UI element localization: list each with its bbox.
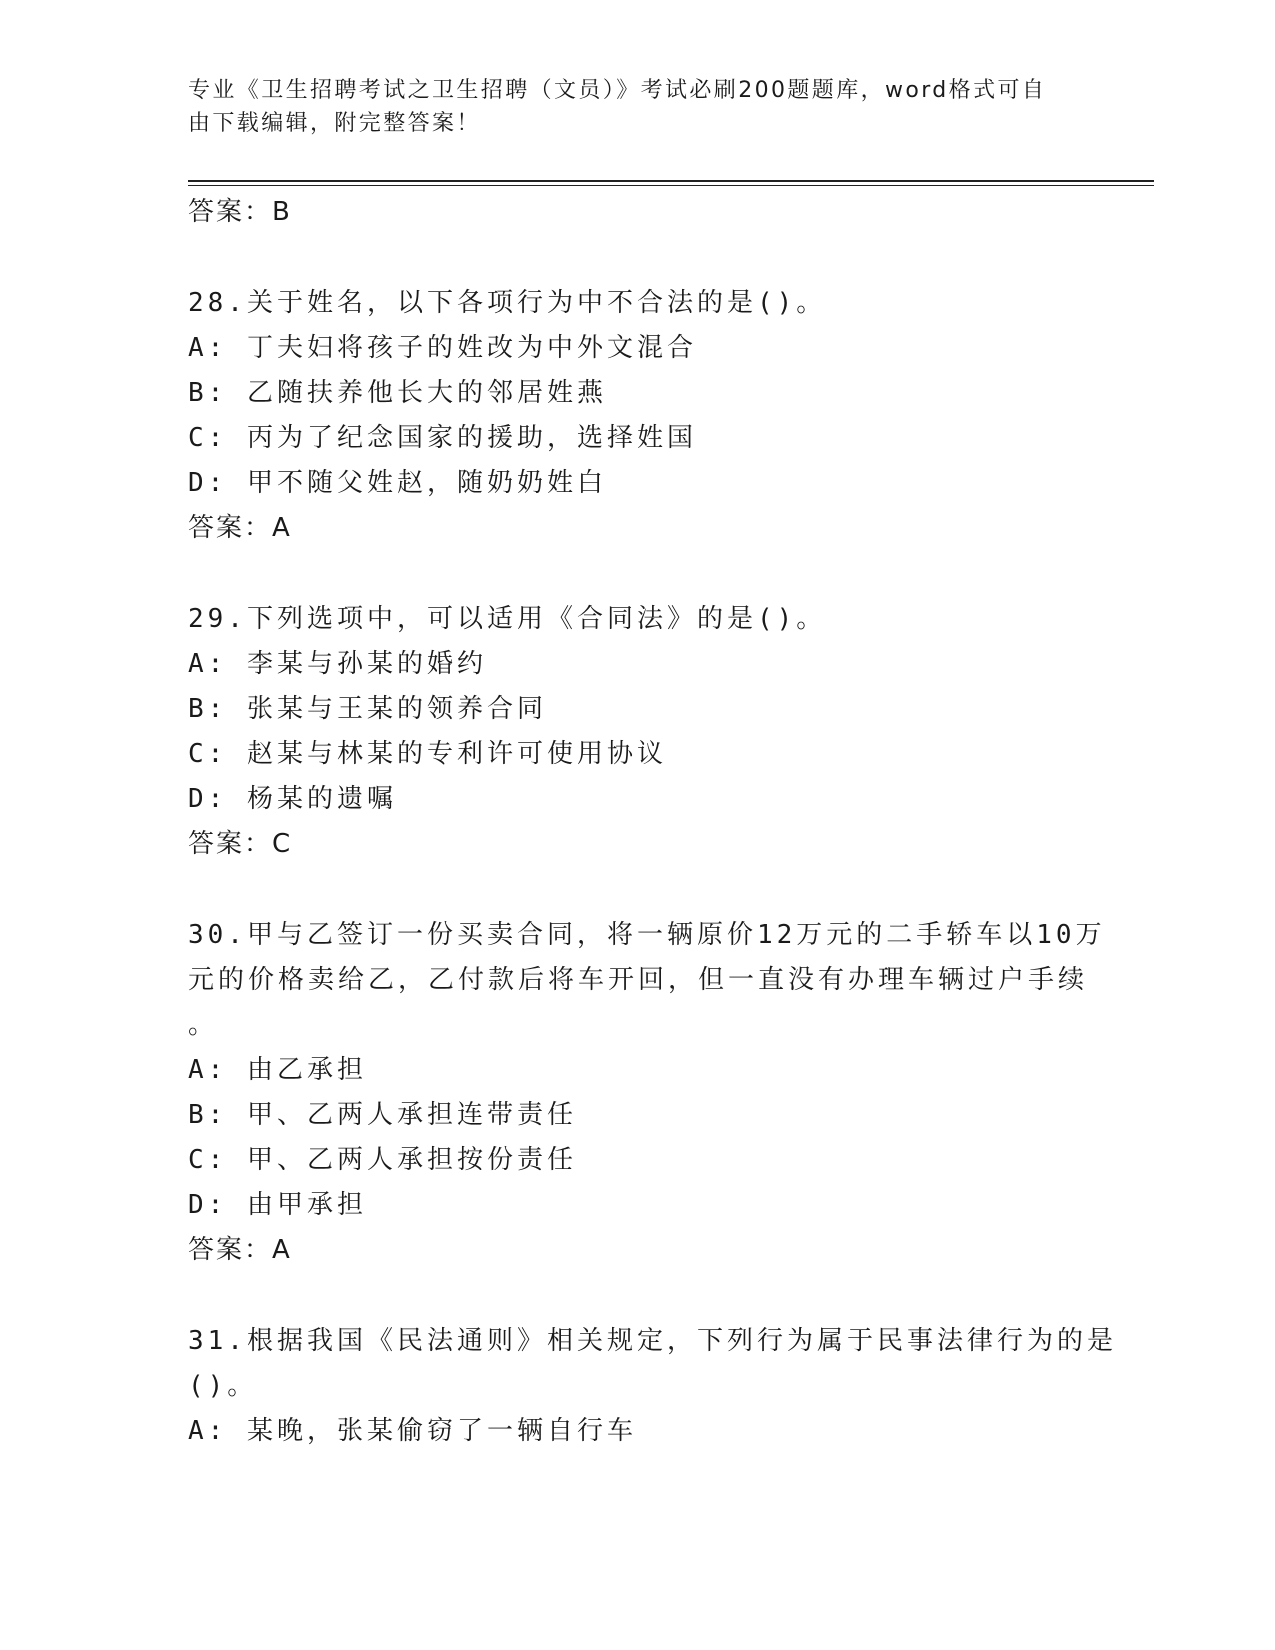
option-b: B: 乙随扶养他长大的邻居姓燕 bbox=[188, 378, 607, 408]
question-stem: 28.关于姓名，以下各项行为中不合法的是()。 bbox=[188, 288, 827, 318]
question-list bbox=[188, 190, 1117, 1454]
answer: 答案：C bbox=[188, 829, 293, 859]
question-28 bbox=[188, 281, 1088, 551]
question-stem-line-1: 30.甲与乙签订一份买卖合同，将一辆原价12万元的二手轿车以10万 bbox=[188, 920, 1106, 950]
option-d: D: 甲不随父姓赵，随奶奶姓白 bbox=[188, 468, 607, 498]
option-d: D: 由甲承担 bbox=[188, 1190, 367, 1220]
option-a: A: 由乙承担 bbox=[188, 1055, 367, 1085]
question-stem-line-1: 31.根据我国《民法通则》相关规定，下列行为属于民事法律行为的是 bbox=[188, 1326, 1117, 1356]
question-30 bbox=[188, 913, 1106, 1273]
header-divider-thick bbox=[188, 180, 1154, 182]
option-a: A: 某晚，张某偷窃了一辆自行车 bbox=[188, 1416, 637, 1446]
document-header bbox=[188, 74, 1068, 140]
option-b: B: 张某与王某的领养合同 bbox=[188, 694, 547, 724]
option-b: B: 甲、乙两人承担连带责任 bbox=[188, 1100, 577, 1130]
header-divider-thin bbox=[188, 185, 1154, 186]
header-line-1: 专业《卫生招聘考试之卫生招聘（文员）》考试必刷200题题库，word格式可自 bbox=[188, 78, 1047, 103]
option-a: A: 丁夫妇将孩子的姓改为中外文混合 bbox=[188, 333, 697, 363]
question-stem-line-2: ()。 bbox=[188, 1371, 258, 1401]
answer: 答案：A bbox=[188, 1235, 292, 1265]
option-c: C: 丙为了纪念国家的援助，选择姓国 bbox=[188, 423, 697, 453]
option-c: C: 赵某与林某的专利许可使用协议 bbox=[188, 739, 667, 769]
question-stem-line-2: 元的价格卖给乙，乙付款后将车开回，但一直没有办理车辆过户手续 bbox=[188, 965, 1089, 995]
option-c: C: 甲、乙两人承担按份责任 bbox=[188, 1145, 577, 1175]
question-stem: 29.下列选项中，可以适用《合同法》的是()。 bbox=[188, 604, 827, 634]
header-line-2: 由下载编辑，附完整答案！ bbox=[188, 111, 481, 136]
answer-27: 答案：B bbox=[188, 197, 292, 227]
question-31 bbox=[188, 1319, 1117, 1454]
answer: 答案：A bbox=[188, 513, 292, 543]
spacer bbox=[188, 1273, 1088, 1319]
option-a: A: 李某与孙某的婚约 bbox=[188, 649, 487, 679]
question-stem-line-3: 。 bbox=[188, 1010, 219, 1040]
option-d: D: 杨某的遗嘱 bbox=[188, 784, 397, 814]
question-29 bbox=[188, 597, 1088, 867]
spacer bbox=[188, 551, 1088, 597]
spacer bbox=[188, 867, 1088, 913]
spacer bbox=[188, 235, 1088, 281]
